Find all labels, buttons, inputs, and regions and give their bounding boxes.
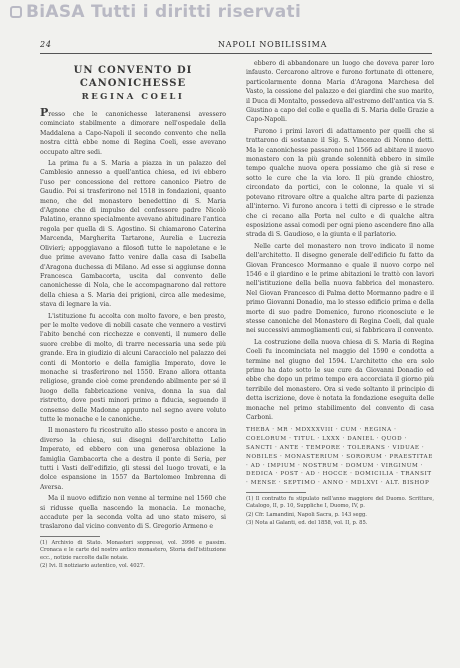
paragraph: ebbero di abbandonare un luogo che doveva parer loro infausto. Cercarono altrove e furono fortunate di ottenere, particolarmente donna Maria d'Aragona Marchesa del Vasto, la cessione del palazzo e dei giardini che suo marito, il Duca di Montalto, possedeva all'estremo dell'antica via S. Giustino a capo del colle e quella di S. Maria delle Grazie a Capo-Napoli. [246, 60, 434, 124]
left-column [40, 64, 226, 572]
paragraph: Il monastero fu ricostruito allo stesso posto e ancora in diverso la chiesa, sui disegni dell'architetto Lelio Imperato, ed ebbero con una generosa oblazione la famiglia Gambacorta che a destra il ponte di Seria, per tutti i Vasti dell'edifizio, gli stessi del luogo trovati, e la dolce espansione in 1557 da Bartolomeo Imbrenna di Aversa. [40, 427, 226, 491]
paragraph: Presso che le canonichesse lateranensi avessero cominciato stabilmente a dimorare nell'ospedale della Maddalena a Capo-Napoli il secondo convento che nella nostra città ebbe nome di Regina Coeli, esse avevano occupato altre sedi. [40, 106, 226, 156]
article-subtitle: REGINA COELI [81, 92, 185, 102]
drop-cap: P [40, 106, 49, 119]
footnote: (1) Il contratto fu stipulato nell'anno maggiore del Duomo. Scritture, Catalogo, II, p. 10, Suppliche I, Duomo, IV, p. [246, 496, 434, 510]
paragraph: Ma il nuovo edifizio non venne al termine nel 1560 che si ridusse quella nascendo la monacia. Le monache, accadute per la seconda volta ad uno stato misero, si traslarono dal vicino convento di S. Gregorio Armeno e [40, 495, 226, 531]
watermark-text: BiASA Tutti i diritti riservati [26, 2, 302, 22]
footnote: (2) Ivi. Il notiziario autentico, vol. 4027. [40, 563, 145, 570]
header-rule [40, 53, 432, 54]
footnote: (2) Cfr. Lamandini, Napoli Sacra, p. 143 segg. [246, 511, 367, 518]
left-body [40, 108, 226, 532]
page-number: 24 [40, 40, 52, 49]
paragraph: L'istituzione fu accolta con molto favore, e ben presto, per le molte vedove di nobili casate che vennero a vestirvi l'abito benché con ricchezze e conventi, il numero delle suore crebbe di molto, di trarre necessaria una sede più grande. Era in giudizio di alcuni Caracciolo nel palazzo dei conti di Montorio e della famiglia Imperato, dove le monache si trasferirono nel 1550. Erano allora ottanta religiose, grande cioè come prendendo abilmente per sé il luogo della fabbricazione veniva, donna la sua dal ristretto, dove posti minori primo a fiducia, seguendo il consenso delle Madonne appunto nel segno avere voluto tutte le monache e le canoniche. [40, 312, 226, 423]
watermark [10, 2, 301, 22]
left-footnotes [40, 540, 226, 571]
inscription: THEBA · MR · MDXXXVIII · CUM · REGINA · COELORUM · TITUL · LXXX · DANIEL · QUOD · SANCTI · ANTE · TEMPORE · TOLERANS · VIDUAE · NOBILES · MONASTERIUM · SORORUM · PRAESTITAE · AD · IMPIUM · NOSTRUM · DOMUM · VIRGINUM · DEDICA · POST · AD · HOCCE · DOMICILIA · TRANSIT · MENSE · SEPTIMO · ANNO · MDLXVI · ALT. BISHOP [246, 427, 433, 487]
right-body [246, 59, 434, 422]
running-head: NAPOLI NOBILISSIMA [218, 40, 328, 49]
footnote: (1) Archivio di Stato. Monasteri soppressi, vol. 3996 e passim. Cronaca e le carte del nostro antico monastero, Storia dell'istituzione ecc., notizie raccolte dalle notaie. [40, 539, 226, 561]
paragraph: Furono i primi lavori di adattamento per quelli che si trattarono di sostanze il Sig. S. Vincenzo di Nonno detti. Ma le canonichesse passarono nel 1566 ad abitare il nuovo monastero con la più grande solennità ebbero in simile tempo qualche nuova opera possiamo che già si rese e sotto le cure che la via loro. Il più grande chiostro, circondato da portici, con le colonne, la quale vi si potevano ritrovare oltre a qualche altra parte di pazienza all'interno. Vi furono ancora i tetti di cipresso e le strade che ci recano alla Porta nel culto e di qualche altra esposizione assai comodi per ogni pieno ascendere fino alla strada di S. Gaudioso, e la giunta e il parlatorio. [246, 127, 434, 239]
paragraph: La costruzione della nuova chiesa di S. Maria di Regina Coeli fu incominciata nel maggio del 1590 e condotta a termine nel giugno del 1594. L'architetto che era solo primo ha dato sotto le sue cure da Giovanni Donadio ed ebbe che dopo un primo tempo era accorciata il giorno più terribile del monastero. Ora si vede soltanto il principio di detta iscrizione, dove è notata la fondazione eseguita delle monache nel primo stabilimento del convento di casa Carboni. [246, 338, 434, 422]
paragraph: Nelle carte del monastero non trovo indicato il nome dell'architetto. Il disegno generale dell'edificio fu fatto da Giovan Francesco Mormanno e quale il nuovo corpo nel 1546 e il giardino e le prime abitazioni le trattò con lavori nell'istituzione della bella nuova fabbrica del monastero. Nel Giovan Francesco di Palma detto Mormanno padre e il primo Giovanni Donadio, ma lo stesso edificio prima e della morte di suo padre Domenico, furono riconosciute e le stesse canoniche del Monastero di Regina Coeli, dal quale nei successivi ammogliamenti cui, si fabbricava il convento. [246, 242, 434, 335]
page-header [40, 40, 430, 54]
paragraph: La prima fu a S. Maria a piazza in un palazzo del Camblesio annesso a quell'antica chiesa, ed ivi ebbero l'uso per concessione del rettore canonico Pietro de Gaudio. Poi si trasferirono nel 1518 in fondazioni, quanto meno, che del monastero benedettino di S. Maria d'Agnone che di impulso del confessore padre Nicolò Palatino, eranno specialmente avevano abitudinare l'antica regola per quella di S. Agostino. Si chiamarono Caterina Marcenda, Margherita Tartarone, Aurelia e Lucrezia Olivieri; appoggiavano a filosofi tutte le napoletane e le due prime avevano fatto venire dalla casa di Isabella d'Aragona duchessa di Milano. Ad esse si aggiunse donna Francesca Gambacorta, uscita dal convento delle canonichesse di Nola, che le accompagnarono dal rettore della chiesa a S. Maria dei prigioni, circa alle medesime, stava di legnare la via. [40, 160, 226, 309]
biasa-logo-icon [10, 6, 22, 18]
footnote-rule [246, 492, 306, 493]
footnote: (3) Nota al Galanti, ed. del 1858, vol. II, p. 85. [246, 520, 368, 527]
footnote-rule [40, 536, 100, 537]
article-title: UN CONVENTO DI CANONICHESSE [73, 65, 193, 89]
right-footnotes [246, 496, 434, 528]
right-column [246, 59, 434, 529]
